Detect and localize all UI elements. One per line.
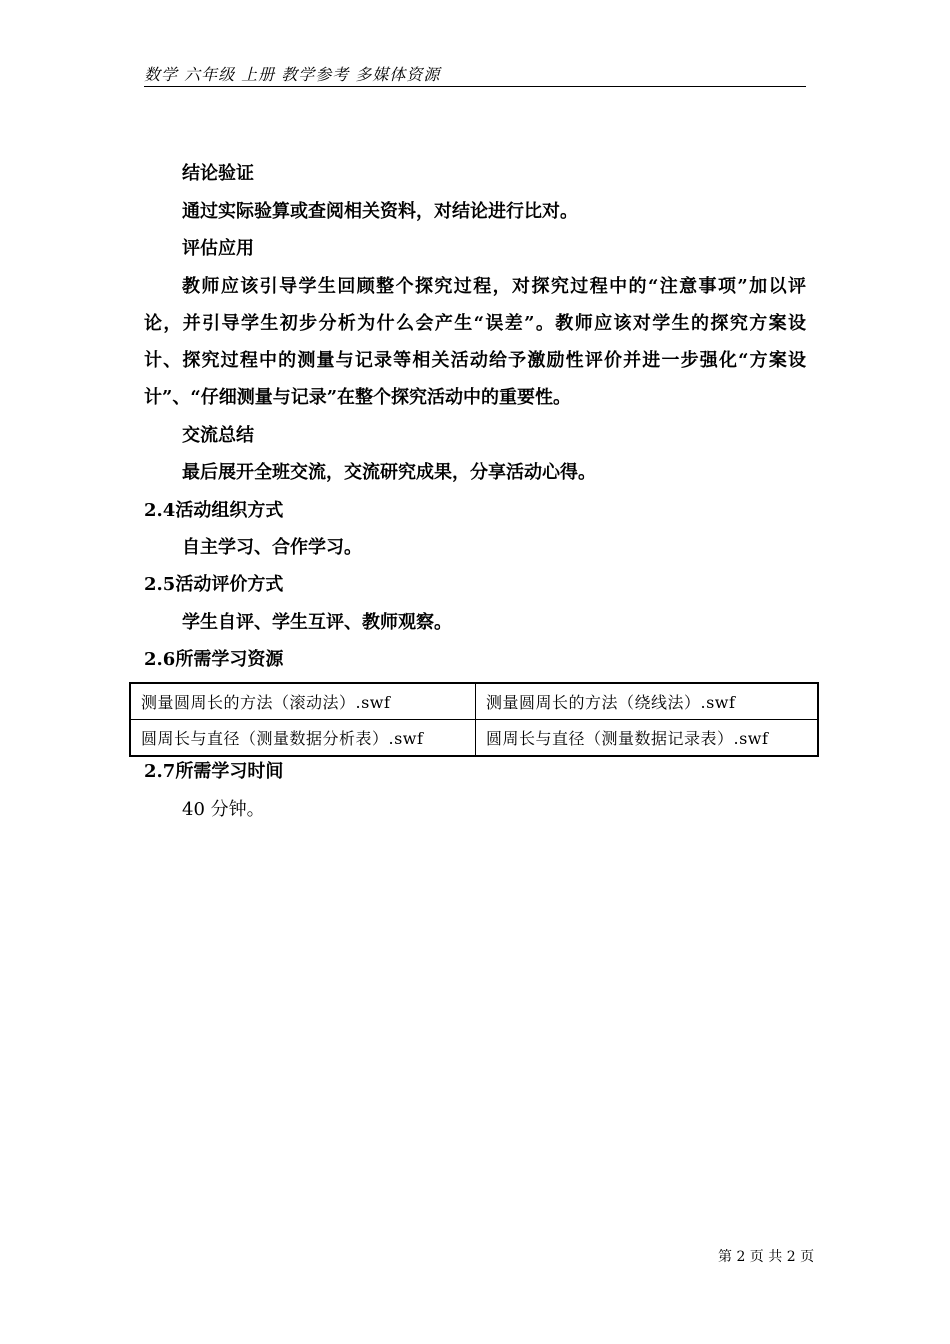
resources-table — [129, 682, 819, 757]
org-text: 自主学习、合作学习。 — [182, 537, 362, 558]
evaluate-paragraph — [144, 268, 806, 416]
summary-text: 最后展开全班交流，交流研究成果，分享活动心得。 — [182, 462, 596, 483]
evaluate-line-2: 论，并引导学生初步分析为什么会产生“误差”。教师应该对学生的探究方案设 — [144, 313, 806, 334]
resources-heading: 2.6所需学习资源 — [144, 649, 284, 670]
eval-method-text: 学生自评、学生互评、教师观察。 — [182, 612, 452, 633]
evaluate-line-3: 计、探究过程中的测量与记录等相关活动给予激励性评价并进一步强化“方案设 — [144, 350, 806, 371]
time-text: 40 分钟。 — [182, 799, 265, 820]
evaluate-line-1: 教师应该引导学生回顾整个探究过程，对探究过程中的“注意事项”加以评 — [182, 276, 806, 297]
page-footer: 第 2 页 共 2 页 — [718, 1249, 815, 1265]
page-header: 数学 六年级 上册 教学参考 多媒体资源 — [144, 64, 806, 87]
time-heading: 2.7所需学习时间 — [144, 761, 284, 782]
table-row — [130, 683, 818, 720]
evaluate-heading: 评估应用 — [182, 238, 254, 259]
resource-cell: 测量圆周长的方法（绕线法）.swf — [476, 683, 819, 720]
resource-cell: 测量圆周长的方法（滚动法）.swf — [130, 683, 476, 720]
evaluate-line-4: 计”、“仔细测量与记录”在整个探究活动中的重要性。 — [144, 387, 572, 408]
resource-cell: 圆周长与直径（测量数据记录表）.swf — [476, 720, 819, 757]
summary-heading: 交流总结 — [182, 425, 254, 446]
table-row — [130, 720, 818, 757]
conclusion-text: 通过实际验算或查阅相关资料，对结论进行比对。 — [182, 201, 578, 222]
eval-method-heading: 2.5活动评价方式 — [144, 574, 284, 595]
org-heading: 2.4活动组织方式 — [144, 500, 284, 521]
resource-cell: 圆周长与直径（测量数据分析表）.swf — [130, 720, 476, 757]
conclusion-heading: 结论验证 — [182, 163, 254, 184]
